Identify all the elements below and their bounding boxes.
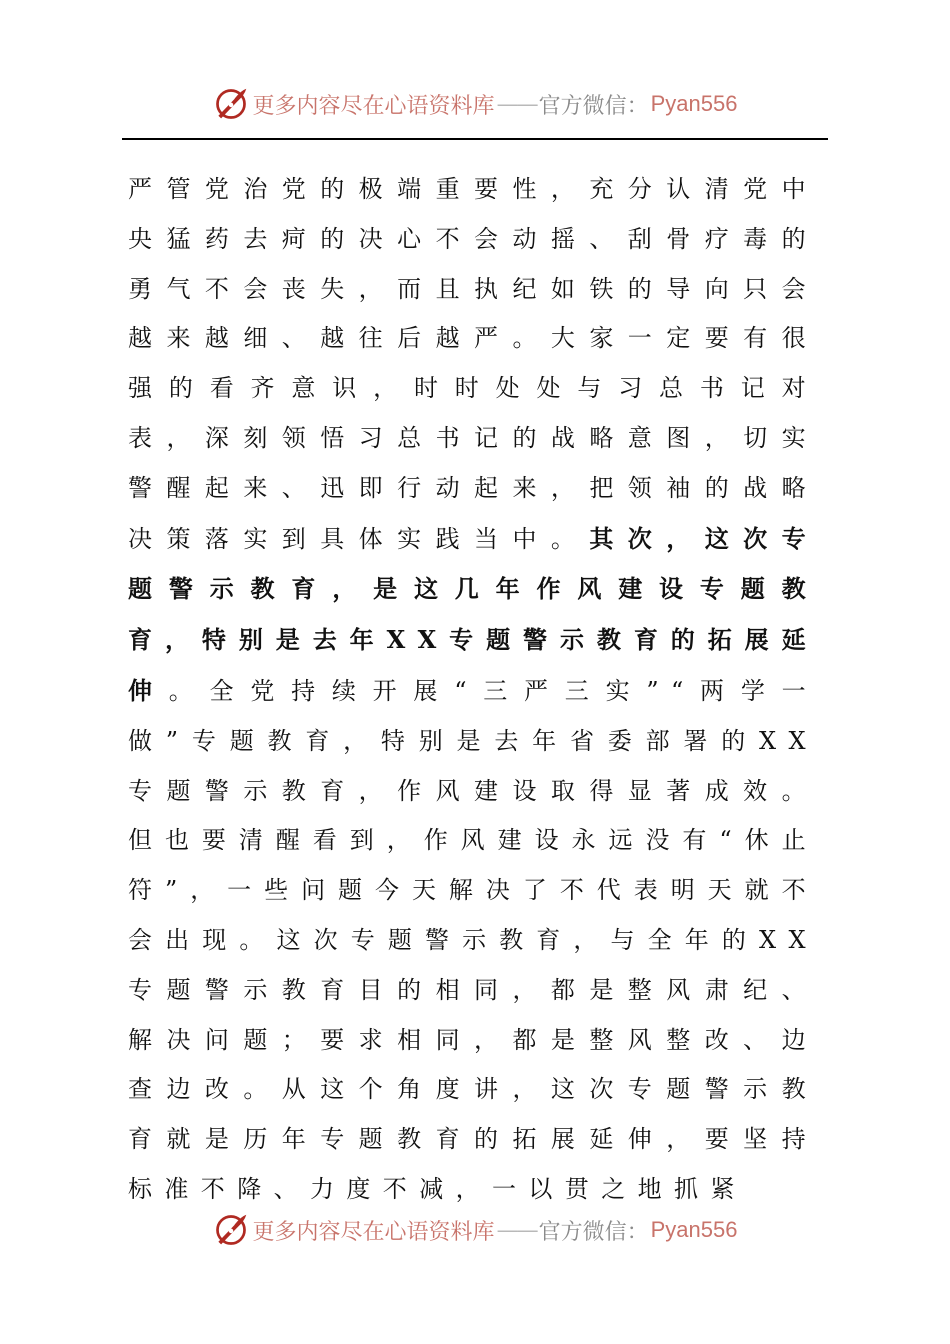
header-banner: [0, 84, 950, 124]
quill-logo-icon: [213, 86, 249, 122]
quill-logo-icon: [213, 1212, 249, 1248]
body-text-segment-1: 严管党治党的极端重要性，充分认清党中央猛药去疴的决心不会动摇、刮骨疗毒的勇气不会丧失，而且执纪如铁的导向只会越来越细、越往后越严。大家一定要有很强的看齐意识，时时处处与习总书记对表，深刻领悟习总书记的战略意图，切实警醒起来、迅即行动起来，把领袖的战略决策落实到具体实践当中。: [128, 175, 818, 553]
header-banner-separator: ——: [496, 91, 537, 117]
header-banner-title: 更多内容尽在心语资料库: [252, 93, 495, 119]
footer-wechat-id: Pyan556: [650, 1217, 738, 1242]
footer-banner-title: 更多内容尽在心语资料库: [252, 1219, 495, 1245]
body-paragraph: [128, 165, 818, 1215]
body-text-bold-segment: 其次，这次专题警示教育，是这几年作风建设专题教育，特别是去年XX专题警示教育的拓展延伸: [128, 523, 818, 705]
header-wechat-label: 官方微信：: [538, 93, 649, 119]
footer-wechat-label: 官方微信：: [538, 1219, 649, 1245]
footer-banner: [0, 1210, 950, 1250]
header-divider: [122, 138, 828, 140]
footer-banner-separator: ——: [496, 1217, 537, 1243]
header-wechat-id: Pyan556: [650, 91, 738, 116]
body-text-segment-3: 。全党持续开展“三严三实”“两学一做”专题教育，特别是去年省委部署的XX专题警示教育，作风建设取得显著成效。但也要清醒看到，作风建设永远没有“休止符”，一些问题今天解决了不代表明天就不会出现。这次专题警示教育，与全年的XX专题警示教育目的相同，都是整风肃纪、解决问题；要求相同，都是整风整改、边查边改。从这个角度讲，这次专题警示教育就是历年专题教育的拓展延伸，要坚持标准不降、力度不减，一以贯之地抓紧: [128, 676, 818, 1203]
